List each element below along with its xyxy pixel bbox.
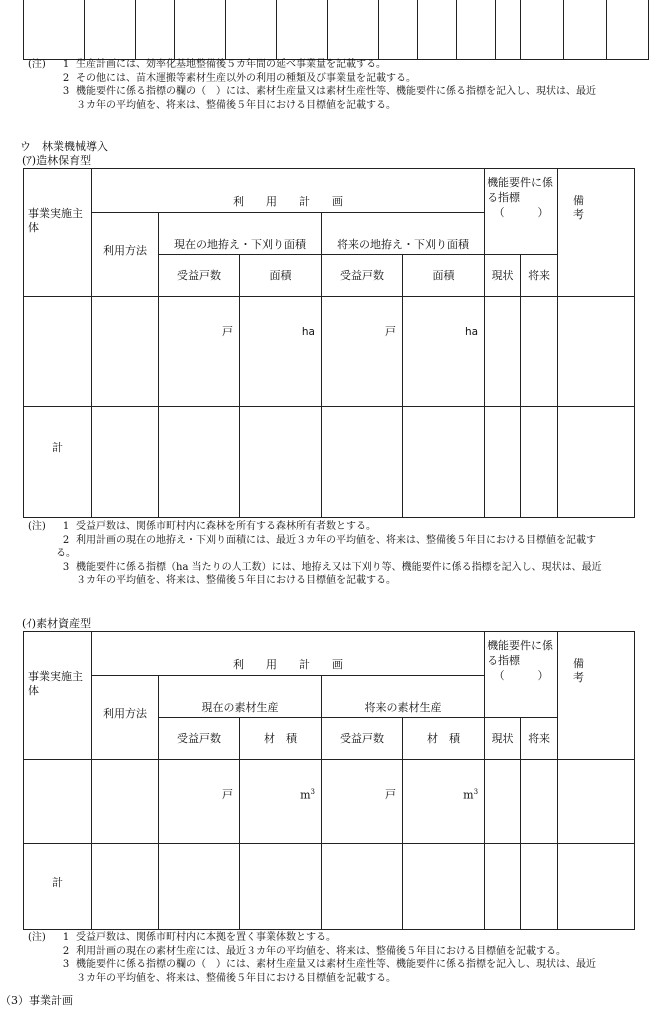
t1-method-header: 利用方法 xyxy=(92,213,159,297)
t1-future-short-header: 将来 xyxy=(521,255,558,297)
t2-volume-future: 材 積 xyxy=(403,718,485,760)
t2-unit-volume-current: $m^3$ xyxy=(240,760,322,844)
table1-title: (ｱ)造林保育型 xyxy=(22,154,92,167)
section-heading-machinery: ウ 林業機械導入 xyxy=(20,140,108,153)
t2-current-header: 現在の素材生産 xyxy=(159,676,322,718)
t2-remarks-header: 備考 xyxy=(558,632,635,760)
t1-implementer-header: 事業実施主体 xyxy=(24,169,92,297)
t1-households-current: 受益戸数 xyxy=(159,255,240,297)
t1-indicator-header: 機能要件に係る指標 （ ） xyxy=(485,169,558,255)
t2-indicator-header: 機能要件に係る指標 （ ） xyxy=(485,632,558,718)
t1-plan-header: 利 用 計 画 xyxy=(92,169,485,213)
t1-unit-households-current: 戸 xyxy=(159,297,240,407)
t2-implementer-header: 事業実施主体 xyxy=(24,632,92,760)
table1-notes: (注) 1 受益戸数は、関係市町村内に森林を所有する森林所有者数とする。 2 利用計画の現在の地拵え・下刈り面積には、最近３カ年の平均値を、将来は、整備後５年目における目標値を記載す る。 3 機能要件に係る指標（ha 当たりの人工数）には、地拵え又は下刈り等、機能要件に係る指標を記入し、現状は、最近 ３カ年の平均値を、将来は、整備後５年目における目標値を記載する。 xyxy=(28,521,602,586)
section-heading-project-plan: （3）事業計画 xyxy=(0,994,73,1007)
top-notes: (注) 1 生産計画には、効率化基地整備後５カ年間の延べ事業量を記載する。 2 その他には、苗木運搬等素材生産以外の利用の種類及び事業量を記載する。 3 機能要件に係る指標の欄の（ ）には、素材生産量又は素材生産性等、機能要件に係る指標を記入し、現状は、最近 ３カ年の平均値を、将来は、整備後５年目における目標値を記載する。 xyxy=(28,59,596,111)
t2-volume-current: 材 積 xyxy=(240,718,322,760)
t1-status-header: 現状 xyxy=(485,255,521,297)
t2-unit-households-current: 戸 xyxy=(159,760,240,844)
t1-total-label: 計 xyxy=(24,407,92,518)
t2-unit-households-future: 戸 xyxy=(322,760,403,844)
t2-future-short-header: 将来 xyxy=(521,718,558,760)
t1-households-future: 受益戸数 xyxy=(322,255,403,297)
t2-future-header: 将来の素材生産 xyxy=(322,676,485,718)
t2-plan-header: 利 用 計 画 xyxy=(92,632,485,676)
top-partial-table xyxy=(23,0,649,60)
table2-notes: (注) 1 受益戸数は、関係市町村内に本拠を置く事業体数とする。 2 利用計画の現在の素材生産には、最近３カ年の平均値を、将来は、整備後５年目における目標値を記載する。 3 機能要件に係る指標の欄の（ ）には、素材生産量又は素材生産性等、機能要件に係る指標を記入し、現状は、最近 ３カ年の平均値を、将来は、整備後５年目における目標値を記載する。 xyxy=(28,932,596,984)
t2-households-current: 受益戸数 xyxy=(159,718,240,760)
table2-title: (ｲ)素材資産型 xyxy=(22,617,92,630)
t2-unit-volume-future: $m^3$ xyxy=(403,760,485,844)
t1-area-current: 面積 xyxy=(240,255,322,297)
table-afforestation xyxy=(23,168,635,518)
t1-remarks-header: 備考 xyxy=(558,169,635,297)
t1-area-future: 面積 xyxy=(403,255,485,297)
t2-total-label: 計 xyxy=(24,844,92,930)
t1-unit-area-future: ha xyxy=(403,297,485,407)
t1-current-header: 現在の地拵え・下刈り面積 xyxy=(159,213,322,255)
t1-unit-area-current: ha xyxy=(240,297,322,407)
t2-status-header: 現状 xyxy=(485,718,521,760)
table-timber xyxy=(23,631,635,930)
t2-households-future: 受益戸数 xyxy=(322,718,403,760)
t2-method-header: 利用方法 xyxy=(92,676,159,760)
t1-future-header: 将来の地拵え・下刈り面積 xyxy=(322,213,485,255)
t1-unit-households-future: 戸 xyxy=(322,297,403,407)
